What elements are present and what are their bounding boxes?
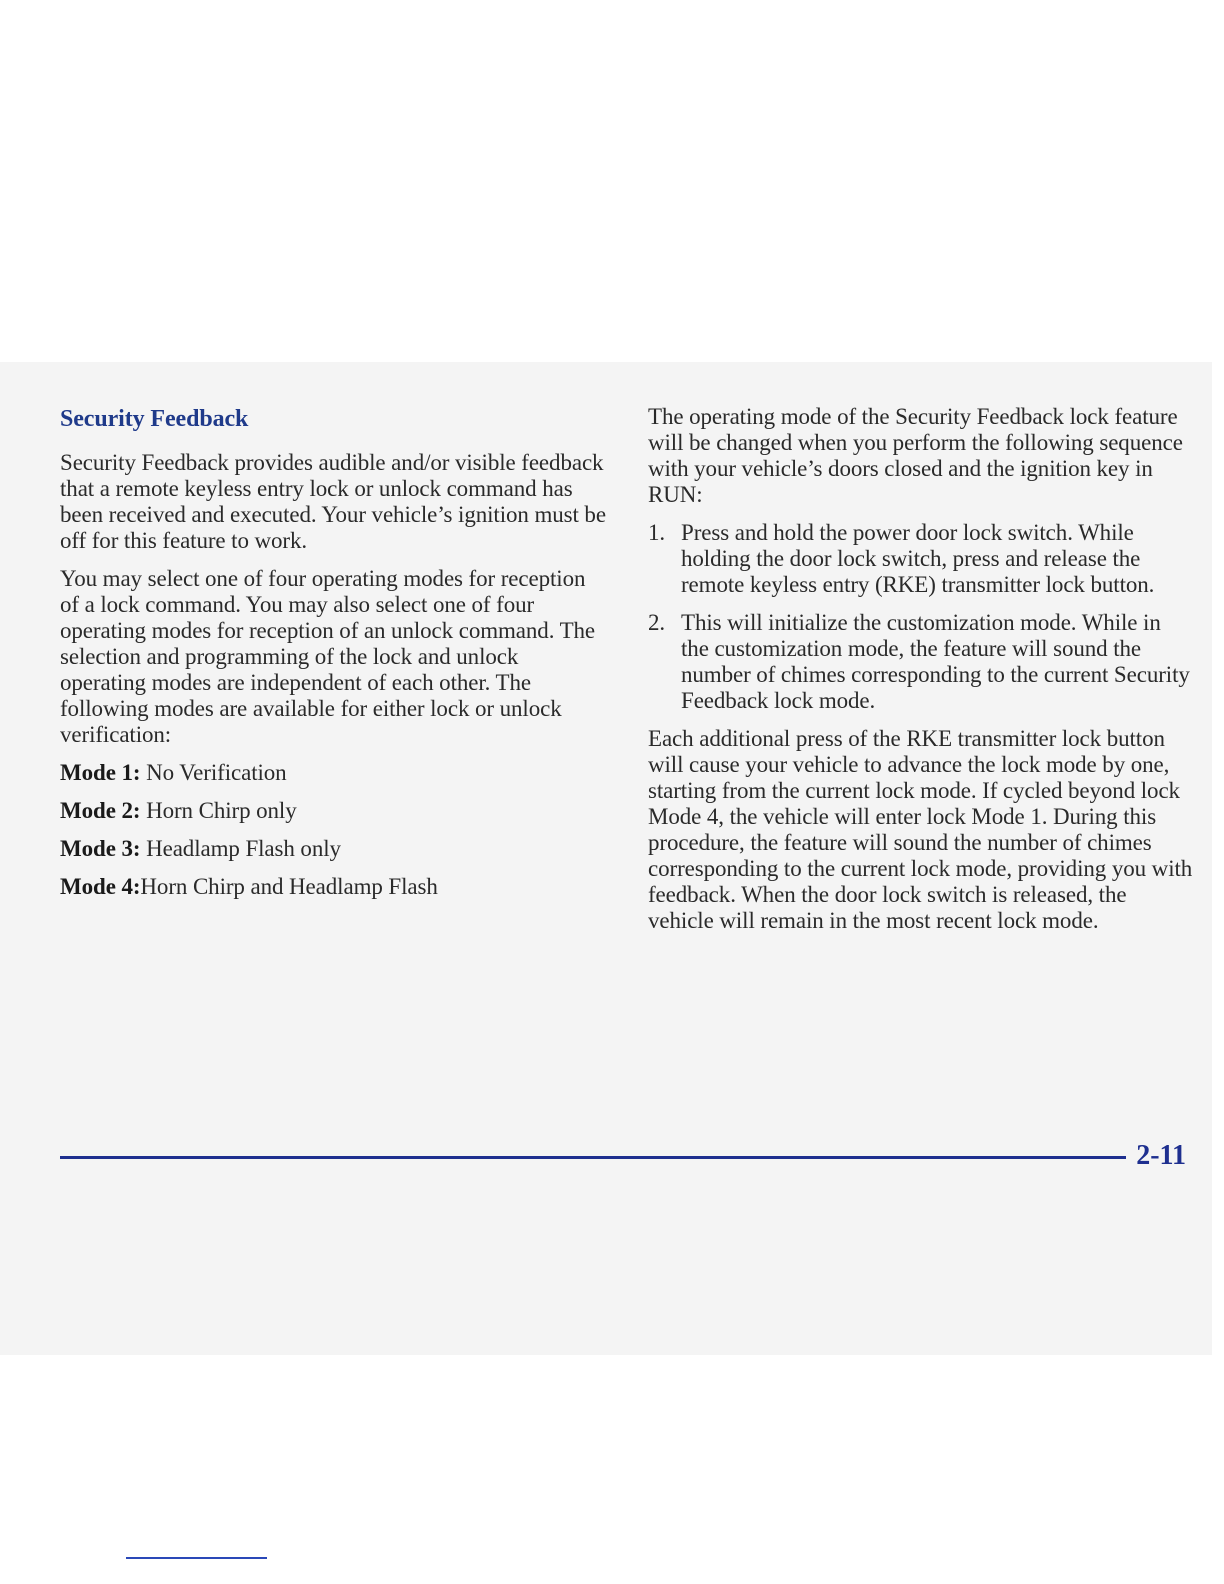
mode-item [60,836,608,862]
section-heading: Security Feedback [60,406,249,432]
mode-label: Mode 1: [60,760,141,785]
mode-item [60,798,608,824]
procedure-steps [648,520,1193,714]
mode-text: No Verification [140,760,287,785]
footer-rule [60,1156,1126,1159]
mode-text: Headlamp Flash only [140,836,341,861]
mode-label: Mode 3: [60,836,141,861]
page-number: 2-11 [1136,1140,1186,1171]
intro-paragraph: Security Feedback provides audible and/or visible feedback that a remote keyless entry lock or unlock command has been received and executed. Your vehicle’s ignition must be off for this feature to work. [60,450,606,553]
mode-item [60,760,608,786]
step-text: This will initialize the customization mode. While in the customization mode, the feature will sound the number of chimes corresponding to the current Security Feedback lock mode. [681,610,1190,713]
right-column [648,404,1193,946]
procedure-intro: The operating mode of the Security Feedback lock feature will be changed when you perform the following sequence with your vehicle’s doors closed and the ignition key in RUN: [648,404,1183,507]
bottom-divider [126,1557,267,1559]
step-text: Press and hold the power door lock switch. While holding the door lock switch, press and release the remote keyless entry (RKE) transmitter lock button. [681,520,1155,597]
mode-label: Mode 4: [60,874,141,899]
mode-text: Horn Chirp only [140,798,297,823]
step-number: 2. [648,610,666,635]
left-column [60,404,608,912]
mode-label: Mode 2: [60,798,141,823]
procedure-closing: Each additional press of the RKE transmitter lock button will cause your vehicle to advance the lock mode by one, starting from the current lock mode. If cycled beyond lock Mode 4, the vehicle will enter lock Mode 1. During this procedure, the feature will sound the number of chimes corresponding to the current lock mode, providing you with feedback. When the door lock switch is released, the vehicle will remain in the most recent lock mode. [648,726,1193,933]
mode-text: Horn Chirp and Headlamp Flash [140,874,438,899]
step-number: 1. [648,520,666,545]
mode-item [60,874,608,900]
step-item [648,610,1193,714]
modes-paragraph: You may select one of four operating modes for reception of a lock command. You may also select one of four operating modes for reception of an unlock command. The selection and programming of the lock and unlock operating modes are independent of each other. The following modes are available for either lock or unlock verification: [60,566,596,747]
step-item [648,520,1193,598]
